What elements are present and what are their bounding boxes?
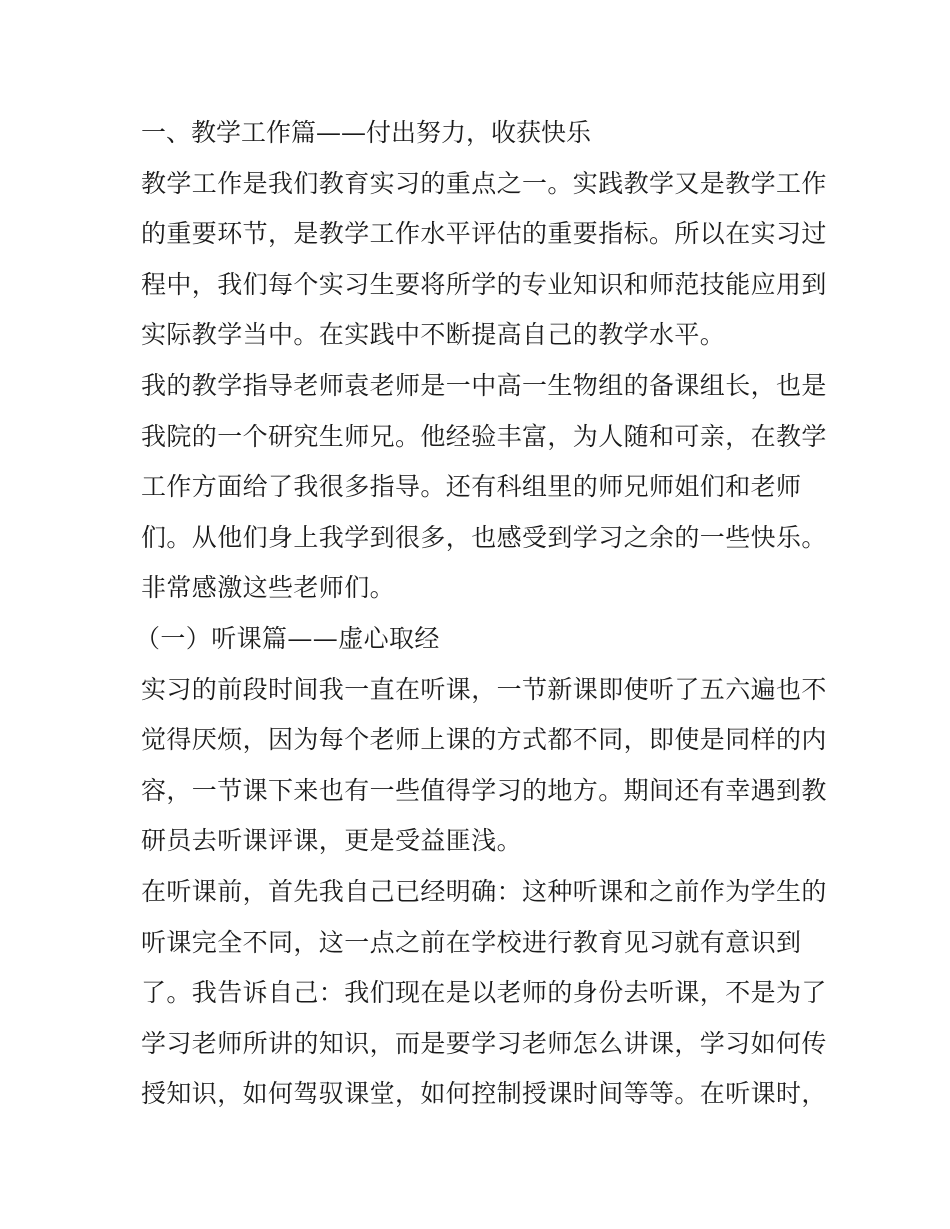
section-heading: 一、教学工作篇——付出努力，收获快乐 [141,118,592,147]
paragraph-line: 非常感激这些老师们。 [141,573,396,603]
paragraph-line: 教学工作是我们教育实习的重点之一。实践教学又是教学工作 [141,168,827,198]
paragraph-line: 觉得厌烦，因为每个老师上课的方式都不同，即使是同样的内 [141,725,827,755]
paragraph-line: 实际教学当中。在实践中不断提高自己的教学水平。 [141,320,726,350]
paragraph-line: 了。我告诉自己：我们现在是以老师的身份去听课，不是为了 [141,978,827,1008]
paragraph-line: 的重要环节，是教学工作水平评估的重要指标。所以在实习过 [141,219,827,249]
document-body [135,108,827,1120]
paragraph-line: 工作方面给了我很多指导。还有科组里的师兄师姐们和老师 [141,472,802,502]
paragraph-line: 们。从他们身上我学到很多，也感受到学习之余的一些快乐。 [141,522,827,552]
subsection-heading: （一）听课篇——虚心取经 [135,623,440,653]
paragraph-line: 我的教学指导老师袁老师是一中高一生物组的备课组长，也是 [141,370,827,400]
paragraph-line: 授知识，如何驾驭课堂，如何控制授课时间等等。在听课时， [141,1079,827,1109]
paragraph-line: 研员去听课评课，更是受益匪浅。 [141,826,523,856]
paragraph-line: 在听课前，首先我自己已经明确：这种听课和之前作为学生的 [141,876,827,906]
paragraph-line: 容，一节课下来也有一些值得学习的地方。期间还有幸遇到教 [141,775,827,805]
paragraph-line: 程中，我们每个实习生要将所学的专业知识和师范技能应用到 [141,269,827,299]
paragraph-line: 听课完全不同，这一点之前在学校进行教育见习就有意识到 [141,927,802,957]
paragraph-line: 我院的一个研究生师兄。他经验丰富，为人随和可亲，在教学 [141,421,827,451]
paragraph-line: 实习的前段时间我一直在听课，一节新课即使听了五六遍也不 [141,674,827,704]
paragraph-line: 学习老师所讲的知识，而是要学习老师怎么讲课，学习如何传 [141,1028,827,1058]
